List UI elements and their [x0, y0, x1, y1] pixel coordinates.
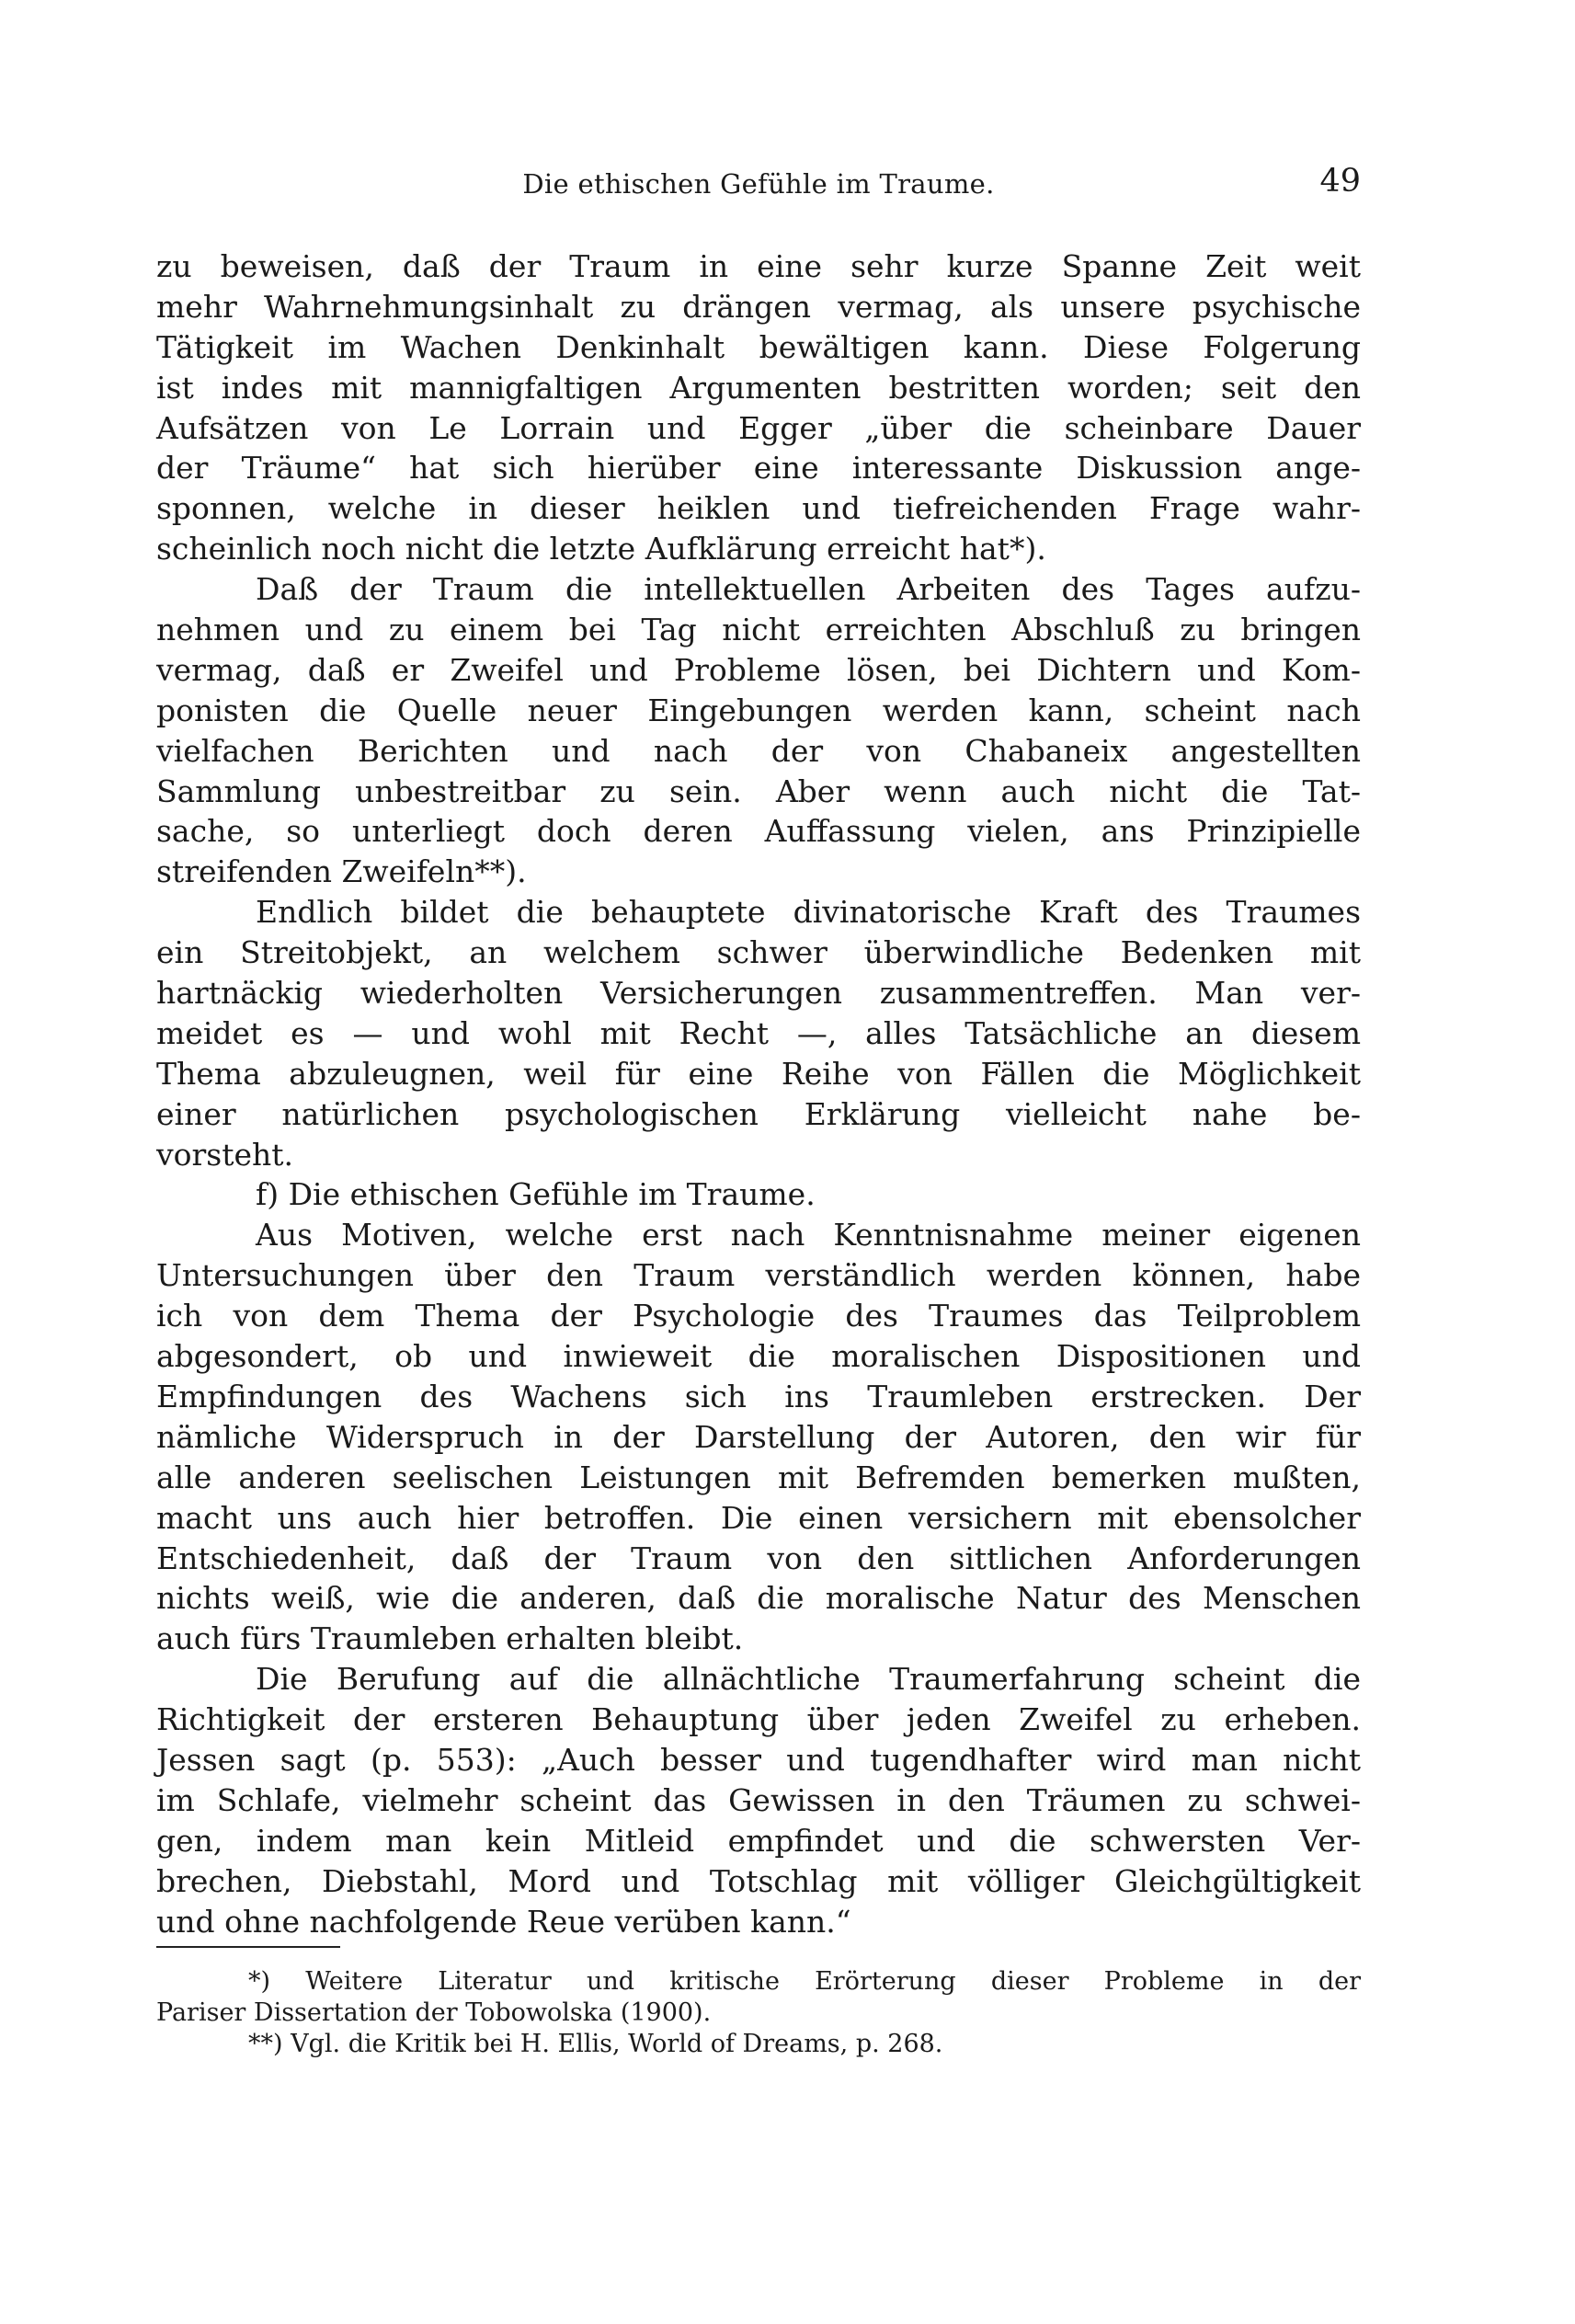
- body-line: Tätigkeit im Wachen Denkinhalt bewältigen kann. Diese Folgerung: [156, 328, 1361, 365]
- body-line: Entschiedenheit, daß der Traum von den sittlichen Anforderungen: [156, 1540, 1361, 1576]
- body-line: ist indes mit mannigfaltigen Argumenten bestritten worden; seit den: [156, 369, 1361, 406]
- body-line: Thema abzuleugnen, weil für eine Reihe von Fällen die Möglichkeit: [156, 1055, 1361, 1092]
- body-line: auch fürs Traumleben erhalten bleibt.: [156, 1620, 744, 1657]
- body-line: streifenden Zweifeln**).: [156, 853, 527, 890]
- body-line: Richtigkeit der ersteren Behauptung über jeden Zweifel zu erheben.: [156, 1701, 1361, 1738]
- body-line: alle anderen seelischen Leistungen mit Befremden bemerken mußten,: [156, 1459, 1361, 1495]
- body-line: und ohne nachfolgende Reue verüben kann.“: [156, 1903, 851, 1940]
- body-line: ponisten die Quelle neuer Eingebungen werden kann, scheint nach: [156, 692, 1361, 728]
- body-line: Aus Motiven, welche erst nach Kenntnisnahme meiner eigenen: [256, 1217, 1361, 1254]
- body-line: Sammlung unbestreitbar zu sein. Aber wenn auch nicht die Tat-: [156, 773, 1361, 809]
- footnote-divider: [156, 1946, 340, 1948]
- footnote-line: *) Weitere Literatur und kritische Erörterung dieser Probleme in der: [248, 1967, 1361, 1996]
- section-heading: f) Die ethischen Gefühle im Traume.: [256, 1176, 816, 1213]
- body-line: nämliche Widerspruch in der Darstellung der Autoren, den wir für: [156, 1418, 1361, 1455]
- body-line: im Schlafe, vielmehr scheint das Gewissen in den Träumen zu schwei-: [156, 1781, 1361, 1818]
- body-line: vielfachen Berichten und nach der von Chabaneix angestellten: [156, 732, 1361, 769]
- running-title: Die ethischen Gefühle im Traume.: [522, 168, 995, 200]
- body-line: macht uns auch hier betroffen. Die einen versichern mit ebensolcher: [156, 1499, 1361, 1536]
- footnote-line: **) Vgl. die Kritik bei H. Ellis, World of Dreams, p. 268.: [248, 2030, 943, 2058]
- body-line: Empfindungen des Wachens sich ins Traumleben erstrecken. Der: [156, 1378, 1361, 1414]
- body-line: vorsteht.: [156, 1136, 294, 1173]
- body-line: der Träume“ hat sich hierüber eine interessante Diskussion ange-: [156, 450, 1361, 487]
- body-line: vermag, daß er Zweifel und Probleme lösen, bei Dichtern und Kom-: [156, 651, 1361, 688]
- body-line: sache, so unterliegt doch deren Auffassung vielen, ans Prinzipielle: [156, 813, 1361, 850]
- body-line: zu beweisen, daß der Traum in eine sehr kurze Spanne Zeit weit: [156, 248, 1361, 284]
- body-line: nichts weiß, wie die anderen, daß die moralische Natur des Menschen: [156, 1580, 1361, 1617]
- body-text: [156, 246, 1361, 1941]
- body-line: Die Berufung auf die allnächtliche Traumerfahrung scheint die: [256, 1661, 1361, 1698]
- body-line: hartnäckig wiederholten Versicherungen zusammentreffen. Man ver-: [156, 975, 1361, 1012]
- body-line: scheinlich noch nicht die letzte Aufklärung erreicht hat*).: [156, 531, 1046, 567]
- body-line: Jessen sagt (p. 553): „Auch besser und tugendhafter wird man nicht: [156, 1741, 1361, 1778]
- body-line: brechen, Diebstahl, Mord und Totschlag mit völliger Gleichgültigkeit: [156, 1862, 1361, 1899]
- running-head: [156, 163, 1361, 209]
- body-line: sponnen, welche in dieser heiklen und tiefreichenden Frage wahr-: [156, 490, 1361, 527]
- body-line: einer natürlichen psychologischen Erklärung vielleicht nahe be-: [156, 1095, 1361, 1132]
- page-number: 49: [1319, 163, 1361, 200]
- body-line: nehmen und zu einem bei Tag nicht erreichten Abschluß zu bringen: [156, 612, 1361, 648]
- body-line: mehr Wahrnehmungsinhalt zu drängen vermag, als unsere psychische: [156, 288, 1361, 325]
- footnotes: [156, 1966, 1361, 2060]
- body-line: ich von dem Thema der Psychologie des Traumes das Teilproblem: [156, 1298, 1361, 1334]
- body-line: gen, indem man kein Mitleid empfindet und die schwersten Ver-: [156, 1822, 1361, 1859]
- body-line: ein Streitobjekt, an welchem schwer überwindliche Bedenken mit: [156, 934, 1361, 971]
- footnote-line: Pariser Dissertation der Tobowolska (1900).: [156, 1998, 712, 2027]
- body-line: meidet es — und wohl mit Recht —, alles Tatsächliche an diesem: [156, 1014, 1361, 1051]
- body-line: Untersuchungen über den Traum verständlich werden können, habe: [156, 1257, 1361, 1294]
- body-line: abgesondert, ob und inwieweit die moralischen Dispositionen und: [156, 1338, 1361, 1375]
- body-line: Aufsätzen von Le Lorrain und Egger „über die scheinbare Dauer: [156, 409, 1361, 446]
- body-line: Endlich bildet die behauptete divinatorische Kraft des Traumes: [256, 894, 1361, 931]
- body-line: Daß der Traum die intellektuellen Arbeiten des Tages aufzu-: [256, 571, 1361, 608]
